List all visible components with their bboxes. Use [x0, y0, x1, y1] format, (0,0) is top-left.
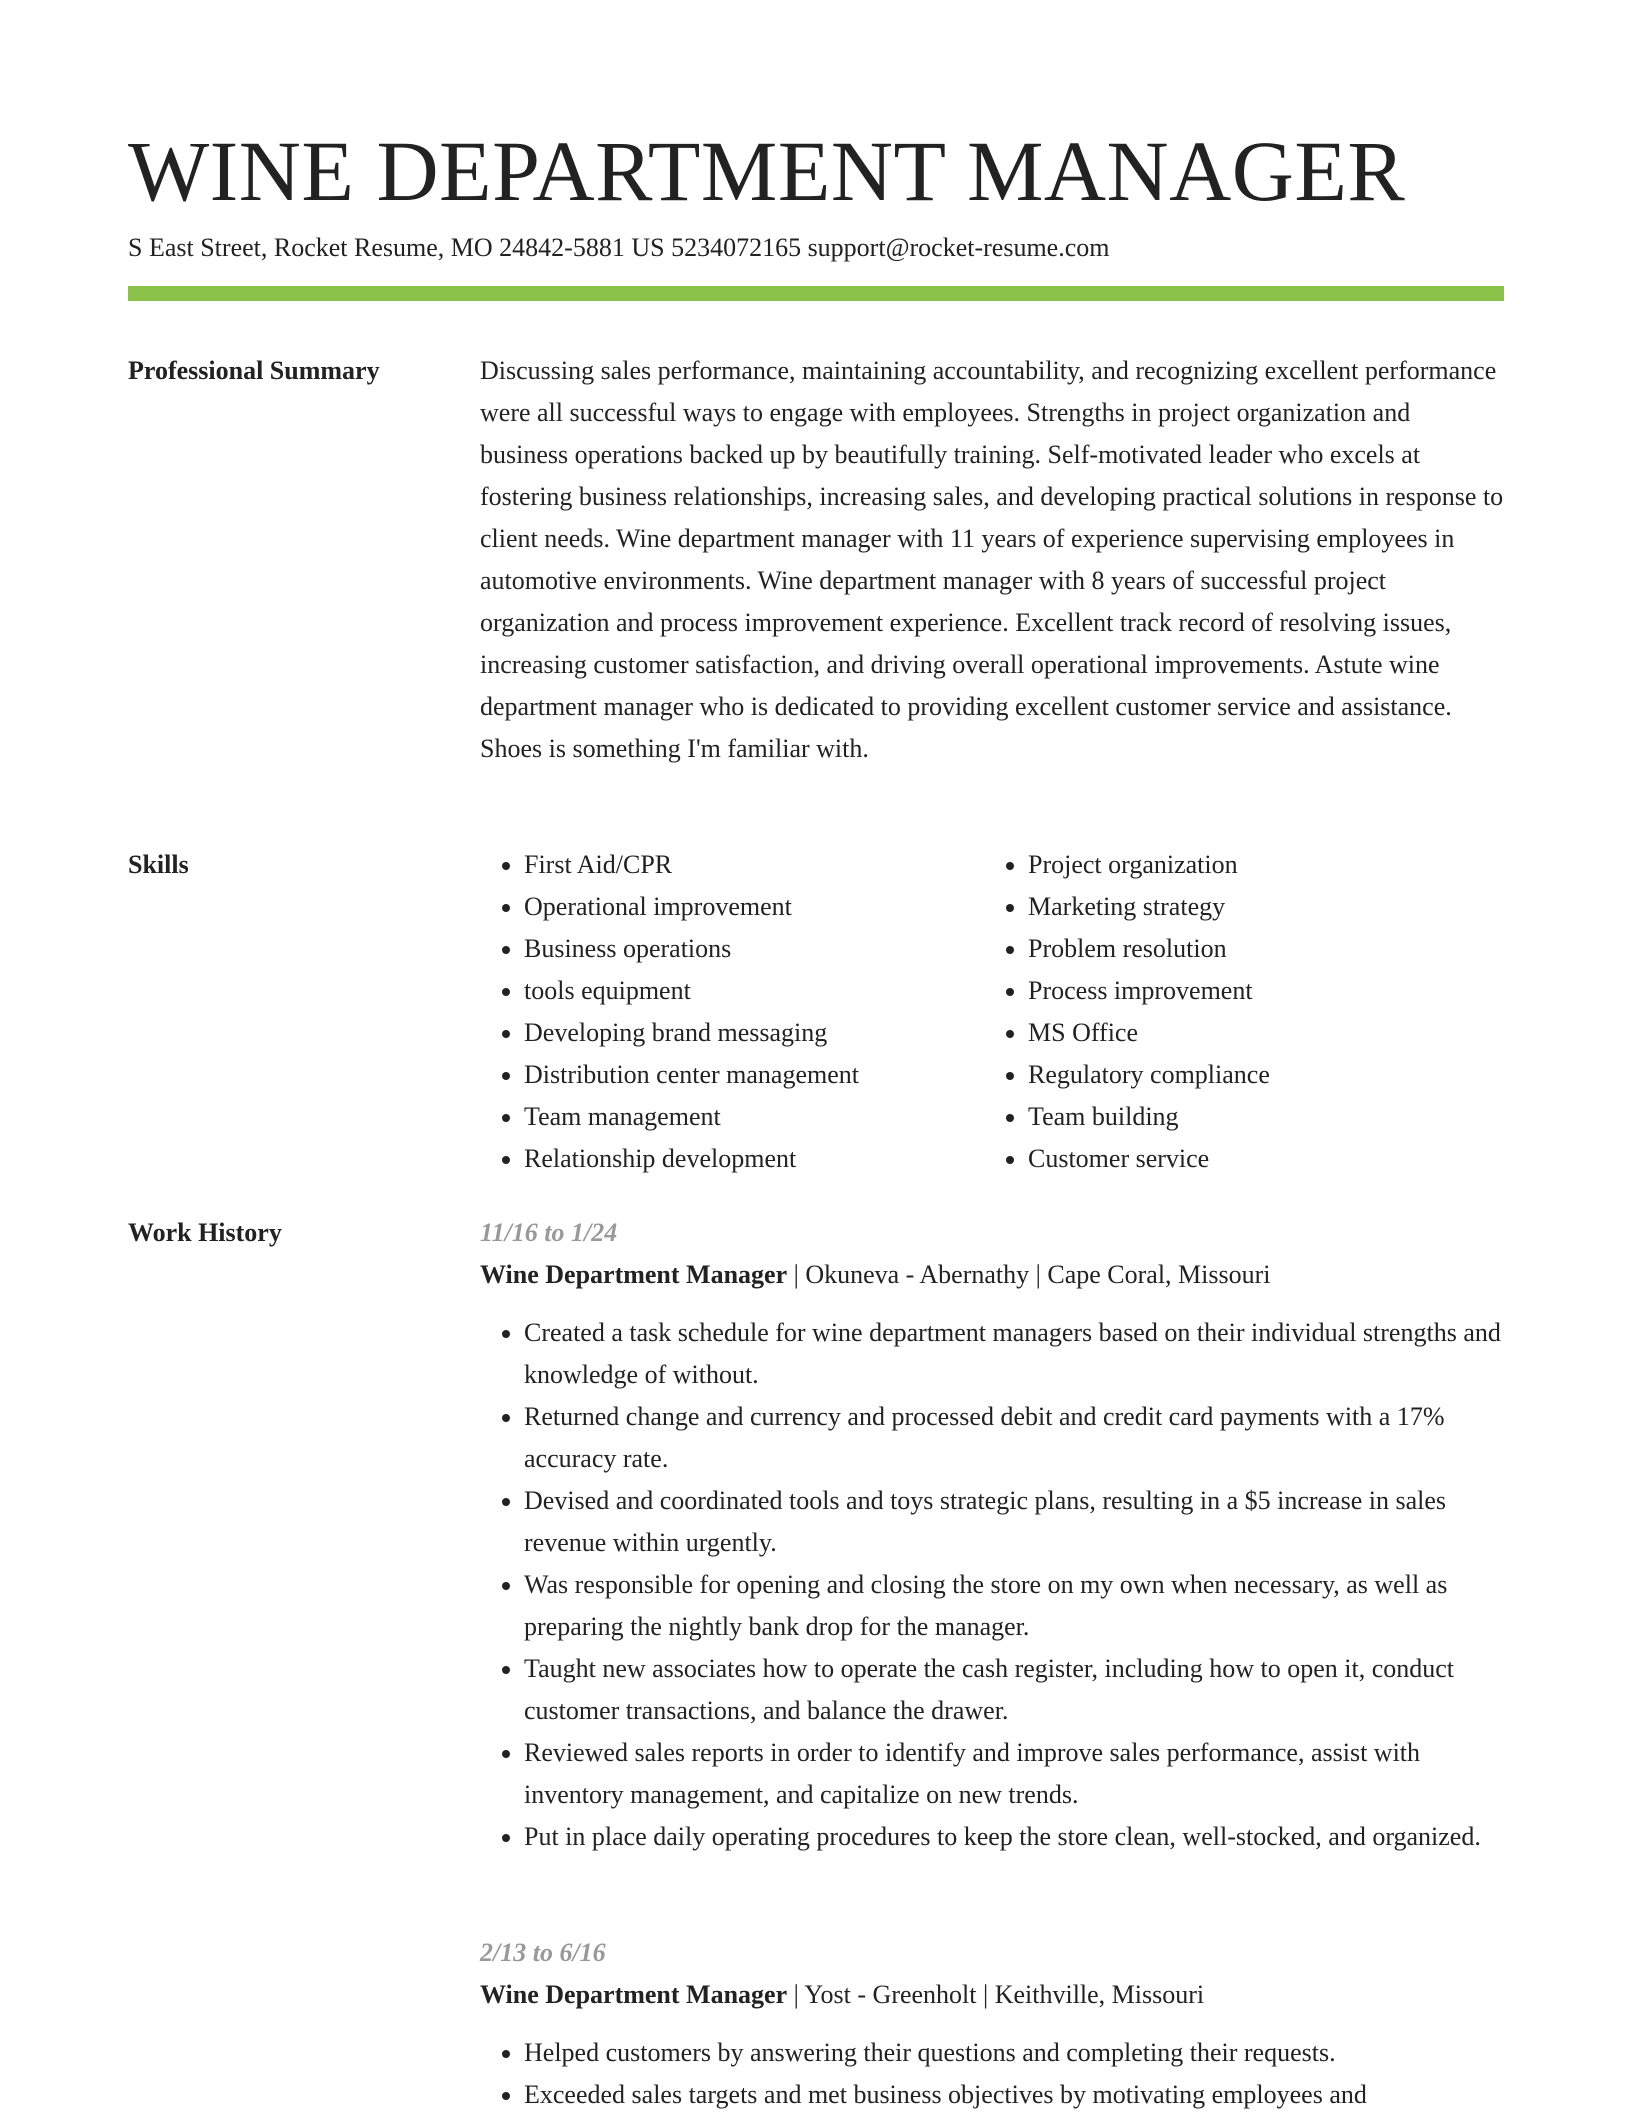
- job-role: [480, 1974, 1504, 2016]
- skill-item: • Team management: [524, 1096, 984, 1138]
- skill-item: • MS Office: [1028, 1012, 1488, 1054]
- job-entry: [480, 1212, 1504, 1858]
- skills-heading: Skills: [128, 850, 189, 879]
- contact-line: S East Street, Rocket Resume, MO 24842-5881 US 5234072165 support@rocket-resume.com: [128, 233, 1110, 262]
- job-title: Wine Department Manager: [480, 1980, 788, 2009]
- job-bullet: • Reviewed sales reports in order to identify and improve sales performance, assist with inventory management, and capitalize on new trends.: [524, 1732, 1504, 1816]
- skills-column-left: [480, 844, 984, 1180]
- skill-item: • Project organization: [1028, 844, 1488, 886]
- job-bullet: • Returned change and currency and processed debit and credit card payments with a 17% accuracy rate.: [524, 1396, 1504, 1480]
- header-divider: [128, 286, 1504, 301]
- skills-list: [480, 844, 1504, 1180]
- job-bullet: • Taught new associates how to operate the cash register, including how to open it, conduct customer transactions, and balance the drawer.: [524, 1648, 1504, 1732]
- page-title: WINE DEPARTMENT MANAGER: [128, 123, 1406, 219]
- job-dates: 2/13 to 6/16: [480, 1938, 606, 1967]
- skill-item: • Problem resolution: [1028, 928, 1488, 970]
- job-bullet: • Created a task schedule for wine department managers based on their individual strengths and knowledge of without.: [524, 1312, 1504, 1396]
- summary-heading: Professional Summary: [128, 356, 380, 385]
- job-title: Wine Department Manager: [480, 1260, 788, 1289]
- skill-item: • tools equipment: [524, 970, 984, 1012]
- work-history-heading: Work History: [128, 1218, 282, 1247]
- skill-item: • Developing brand messaging: [524, 1012, 984, 1054]
- job-bullets: [480, 1312, 1504, 1858]
- job-bullet: • Exceeded sales targets and met business objectives by motivating employees and: [524, 2074, 1504, 2116]
- job-bullet: • Devised and coordinated tools and toys strategic plans, resulting in a $5 increase in sales revenue within urgently.: [524, 1480, 1504, 1564]
- job-dates: 11/16 to 1/24: [480, 1218, 618, 1247]
- skill-item: • Marketing strategy: [1028, 886, 1488, 928]
- skill-item: • Team building: [1028, 1096, 1488, 1138]
- skill-item: • First Aid/CPR: [524, 844, 984, 886]
- job-bullets: [480, 2032, 1504, 2116]
- job-entry: [480, 1932, 1504, 2116]
- job-bullet: • Put in place daily operating procedures to keep the store clean, well-stocked, and organized.: [524, 1816, 1504, 1858]
- skill-item: • Business operations: [524, 928, 984, 970]
- skill-item: • Customer service: [1028, 1138, 1488, 1180]
- summary-text: Discussing sales performance, maintaining accountability, and recognizing excellent performance were all successful ways to engage with employees. Strengths in project organization and business operations backed up by beautifully training. Self-motivated leader who excels at fostering business relationships, increasing sales, and developing practical solutions in response to client needs. Wine department manager with 11 years of experience supervising employees in automotive environments. Wine department manager with 8 years of successful project organization and process improvement experience. Excellent track record of resolving issues, increasing customer satisfaction, and driving overall operational improvements. Astute wine department manager who is dedicated to providing excellent customer service and assistance. Shoes is something I'm familiar with.: [480, 356, 1504, 763]
- skill-item: • Operational improvement: [524, 886, 984, 928]
- job-bullet: • Was responsible for opening and closing the store on my own when necessary, as well as preparing the nightly bank drop for the manager.: [524, 1564, 1504, 1648]
- skill-item: • Distribution center management: [524, 1054, 984, 1096]
- job-details: | Okuneva - Abernathy | Cape Coral, Missouri: [787, 1260, 1271, 1289]
- skills-column-right: [984, 844, 1488, 1180]
- job-details: | Yost - Greenholt | Keithville, Missouri: [787, 1980, 1205, 2009]
- skill-item: • Relationship development: [524, 1138, 984, 1180]
- skill-item: • Process improvement: [1028, 970, 1488, 1012]
- skill-item: • Regulatory compliance: [1028, 1054, 1488, 1096]
- job-bullet: • Helped customers by answering their questions and completing their requests.: [524, 2032, 1504, 2074]
- job-role: [480, 1254, 1504, 1296]
